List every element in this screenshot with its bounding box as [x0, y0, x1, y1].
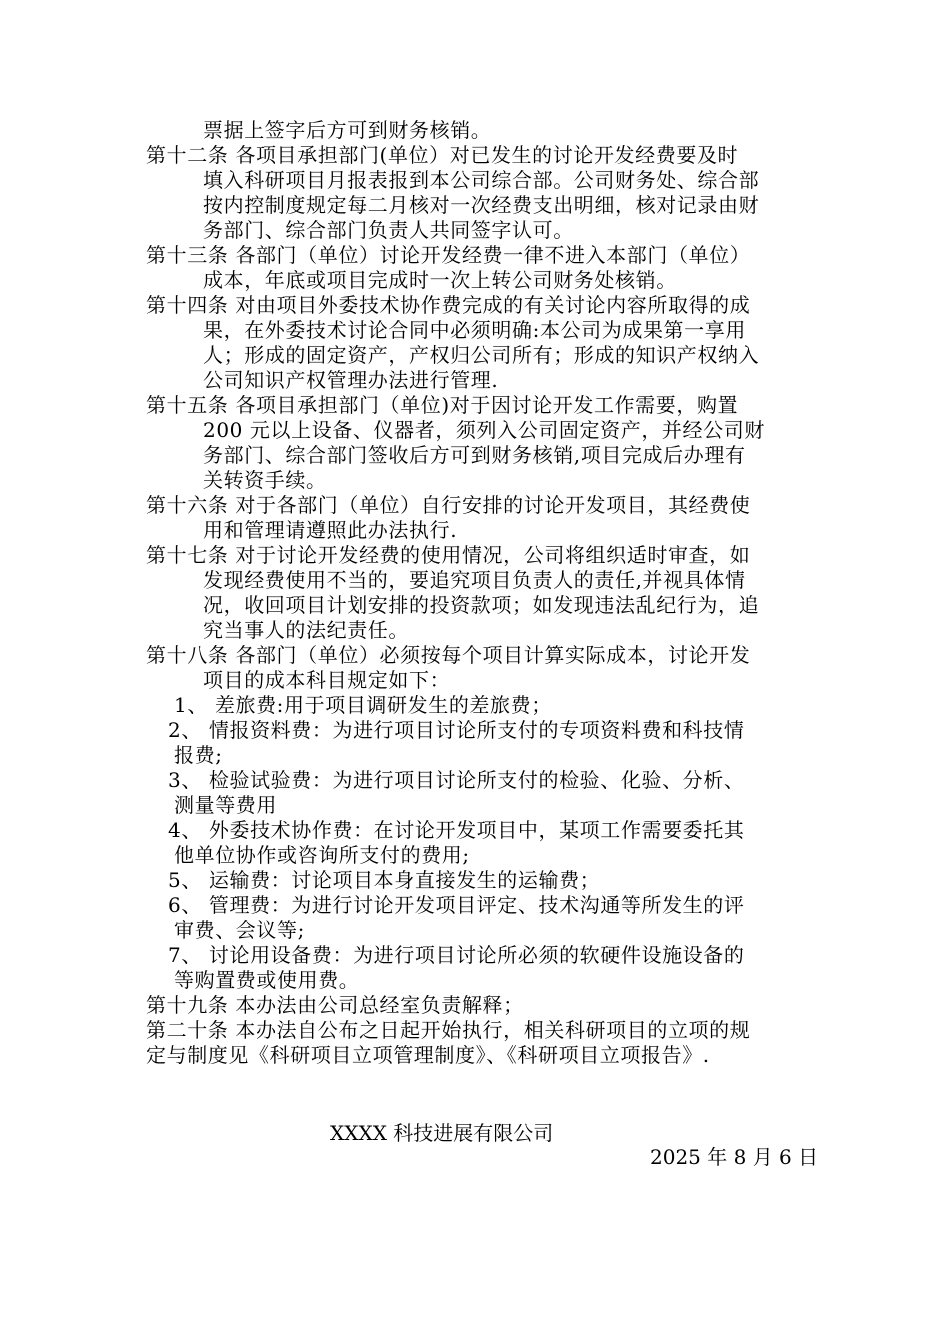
text-line: 测量等费用 — [174, 793, 277, 817]
text-line: 票据上签字后方可到财务核销。 — [203, 118, 492, 142]
text-line: 务部门、综合部门负责人共同签字认可。 — [203, 218, 574, 242]
text-line: 填入科研项目月报表报到本公司综合部。公司财务处、综合部 — [203, 168, 760, 192]
text-line: 按内控制度规定每二月核对一次经费支出明细，核对记录由财 — [203, 193, 760, 217]
text-line: 第十九条 本办法由公司总经室负责解释； — [146, 993, 524, 1017]
document-body — [146, 118, 810, 1068]
text-line: 第二十条 本办法自公布之日起开始执行，相关科研项目的立项的规 — [146, 1018, 751, 1042]
text-line: 项目的成本科目规定如下： — [203, 668, 451, 692]
text-line: 务部门、综合部门签收后方可到财务核销,项目完成后办理有 — [203, 443, 746, 467]
document-date: 2025 年 8 月 6 日 — [650, 1145, 819, 1169]
text-line: 第十五条 各项目承担部门（单位)对于因讨论开发工作需要，购置 — [146, 393, 739, 417]
text-line: 究当事人的法纪责任。 — [203, 618, 409, 642]
text-line: 审费、会议等; — [174, 918, 305, 942]
text-line: 果，在外委技术讨论合同中必须明确:本公司为成果第一享用 — [203, 318, 746, 342]
text-line: 2、 情报资料费：为进行项目讨论所支付的专项资料费和科技情 — [168, 718, 745, 742]
text-line: 第十二条 各项目承担部门(单位）对已发生的讨论开发经费要及时 — [146, 143, 739, 167]
text-line: 等购置费或使用费。 — [174, 968, 360, 992]
text-line: 用和管理请遵照此办法执行. — [203, 518, 458, 542]
text-line: 况，收回项目计划安排的投资款项；如发现违法乱纪行为，追 — [203, 593, 760, 617]
text-line: 发现经费使用不当的，要追究项目负责人的责任,并视具体情 — [203, 568, 746, 592]
text-line: 5、 运输费：讨论项目本身直接发生的运输费； — [168, 868, 601, 892]
text-line: 定与制度见《科研项目立项管理制度》、《科研项目立项报告》. — [146, 1043, 710, 1067]
text-line: 200 元以上设备、仪器者，须列入公司固定资产，并经公司财 — [203, 418, 765, 442]
text-line: 他单位协作或咨询所支付的费用; — [174, 843, 470, 867]
text-line: 第十六条 对于各部门（单位）自行安排的讨论开发项目，其经费使 — [146, 493, 751, 517]
text-line: 报费; — [174, 743, 223, 767]
text-line: 公司知识产权管理办法进行管理. — [203, 368, 499, 392]
text-line: 第十七条 对于讨论开发经费的使用情况，公司将组织适时审查，如 — [146, 543, 751, 567]
text-line: 成本，年底或项目完成时一次上转公司财务处核销。 — [203, 268, 677, 292]
text-line: 第十四条 对由项目外委技术协作费完成的有关讨论内容所取得的成 — [146, 293, 751, 317]
text-line: 第十三条 各部门（单位）讨论开发经费一律不进入本部门（单位） — [146, 243, 751, 267]
text-line: 第十八条 各部门（单位）必须按每个项目计算实际成本，讨论开发 — [146, 643, 751, 667]
text-line: 6、 管理费：为进行讨论开发项目评定、技术沟通等所发生的评 — [168, 893, 745, 917]
text-line: 1、 差旅费:用于项目调研发生的差旅费； — [174, 693, 552, 717]
text-line: 7、 讨论用设备费：为进行项目讨论所必须的软硬件设施设备的 — [168, 943, 745, 967]
text-line: 人；形成的固定资产，产权归公司所有；形成的知识产权纳入 — [203, 343, 760, 367]
text-line: 关转资手续。 — [203, 468, 327, 492]
text-line: 4、 外委技术协作费：在讨论开发项目中，某项工作需要委托其 — [168, 818, 745, 842]
company-name: XXXX 科技进展有限公司 — [330, 1121, 554, 1145]
text-line: 3、 检验试验费：为进行项目讨论所支付的检验、化验、分析、 — [168, 768, 745, 792]
